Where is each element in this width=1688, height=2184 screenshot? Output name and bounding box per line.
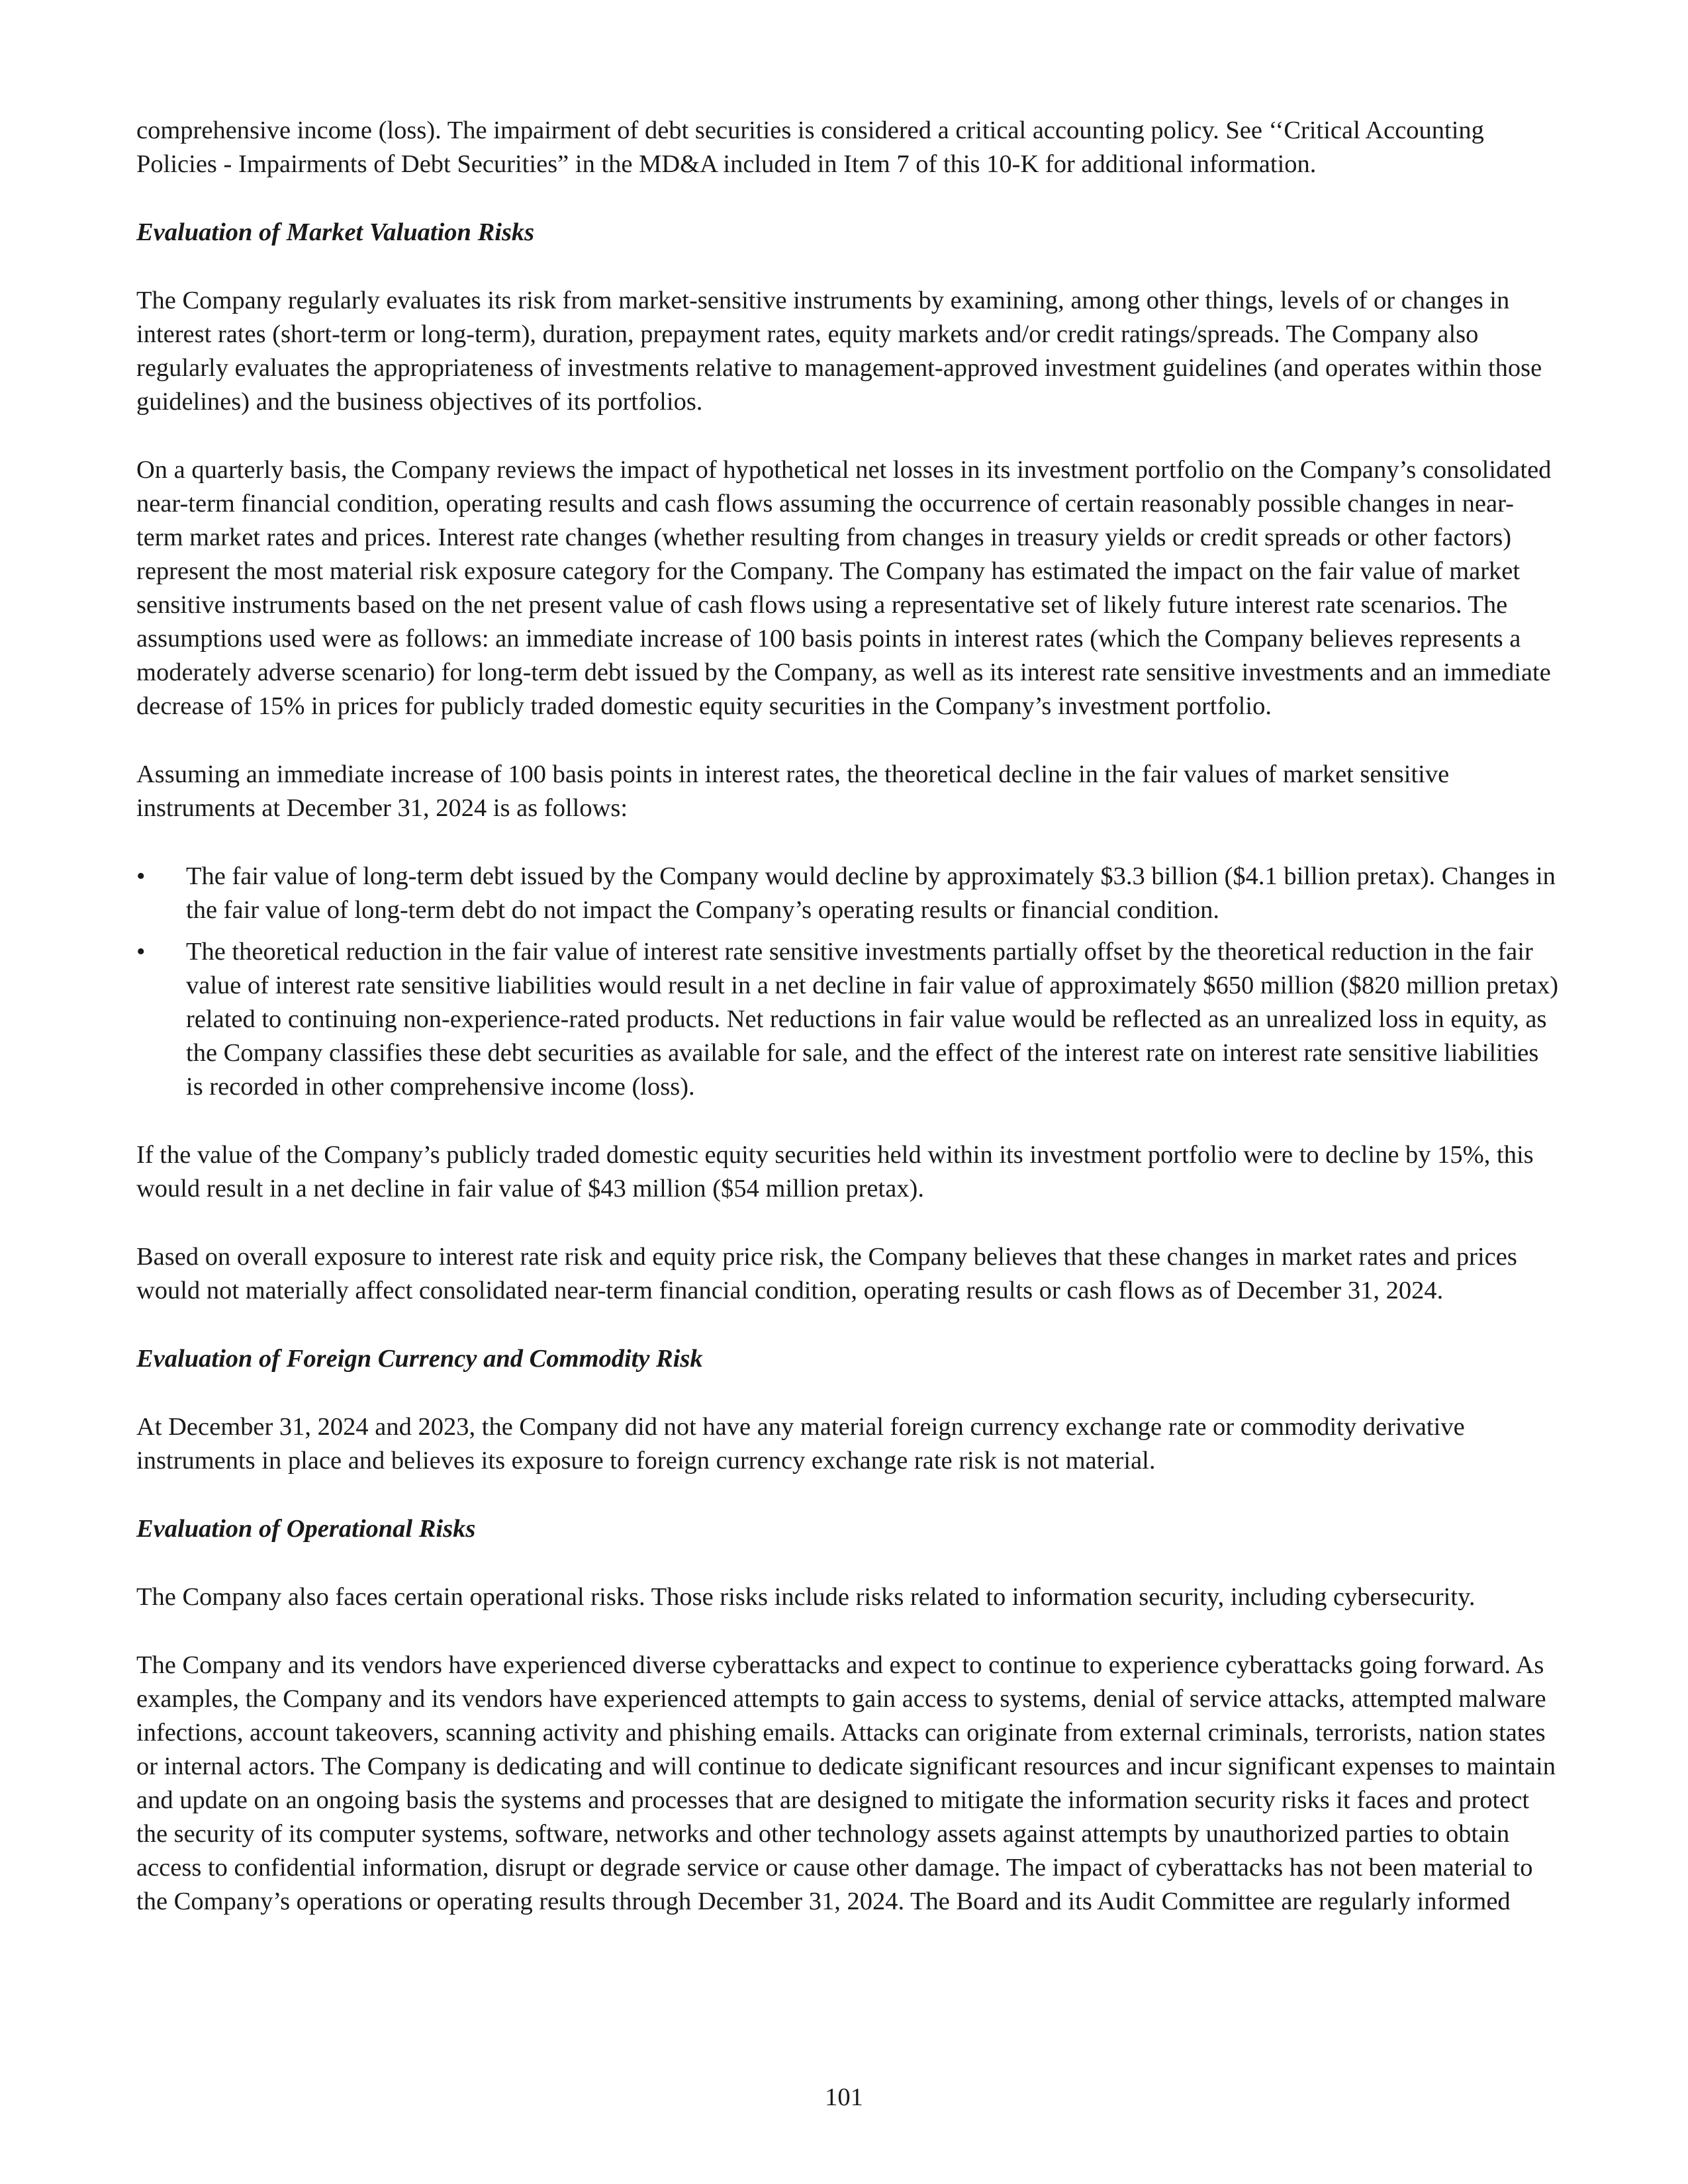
- list-item: [136, 935, 1560, 1104]
- bullet-text: The theoretical reduction in the fair value of interest rate sensitive investments partially offset by the theoretical reduction in the fair value of interest rate sensitive liabilities would result in a net decline in fair value of approximately $650 million ($820 million pretax) related to continuing non-experience-rated products. Net reductions in fair value would be reflected as an unrealized loss in equity, as the Company classifies these debt securities as available for sale, and the effect of the interest rate on interest rate sensitive liabilities is recorded in other comprehensive income (loss).: [186, 938, 1559, 1101]
- page-number: 101: [825, 2083, 863, 2111]
- foreign-paragraph-1: At December 31, 2024 and 2023, the Company did not have any material foreign currency exchange rate or commodity derivative instruments in place and believes its exposure to foreign currency exchange rate risk is not material.: [136, 1413, 1465, 1475]
- bullet-icon: •: [136, 862, 146, 890]
- document-page: [136, 114, 1560, 1953]
- market-paragraph-5: Based on overall exposure to interest rate risk and equity price risk, the Company believes that these changes in market rates and prices would not materially affect consolidated near-term financial condition, operating results or cash flows as of December 31, 2024.: [136, 1243, 1517, 1304]
- foreign-currency-heading: Evaluation of Foreign Currency and Commodity Risk: [136, 1345, 703, 1373]
- bullet-icon: •: [136, 938, 146, 966]
- bullet-text: The fair value of long-term debt issued by the Company would decline by approximately $3.3 billion ($4.1 billion pretax). Changes in the fair value of long-term debt do not impact the Company’s operating results or financial condition.: [186, 862, 1556, 924]
- market-paragraph-2: On a quarterly basis, the Company reviews the impact of hypothetical net losses in its investment portfolio on the Company’s consolidated near-term financial condition, operating results and cash flows assuming the occurrence of certain reasonably possible changes in near-term market rates and prices. Interest rate changes (whether resulting from changes in treasury yields or credit spreads or other factors) represent the most material risk exposure category for the Company. The Company has estimated the impact on the fair value of market sensitive instruments based on the net present value of cash flows using a representative set of likely future interest rate scenarios. The assumptions used were as follows: an immediate increase of 100 basis points in interest rates (which the Company believes represents a moderately adverse scenario) for long-term debt issued by the Company, as well as its interest rate sensitive investments and an immediate decrease of 15% in prices for publicly traded domestic equity securities in the Company’s investment portfolio.: [136, 456, 1552, 720]
- operational-risks-heading: Evaluation of Operational Risks: [136, 1515, 476, 1543]
- operational-paragraph-1: The Company also faces certain operational risks. Those risks include risks related to information security, including cybersecurity.: [136, 1583, 1476, 1611]
- list-item: [136, 860, 1560, 927]
- intro-paragraph: comprehensive income (loss). The impairment of debt securities is considered a critical accounting policy. See ‘‘Critical Accounting Policies - Impairments of Debt Securities” in the MD&A included in Item 7 of this 10-K for additional information.: [136, 116, 1484, 178]
- market-bullet-list: [136, 860, 1560, 1104]
- market-paragraph-1: The Company regularly evaluates its risk from market-sensitive instruments by examining, among other things, levels of or changes in interest rates (short-term or long-term), duration, prepayment rates, equity markets and/or credit ratings/spreads. The Company also regularly evaluates the appropriateness of investments relative to management-approved investment guidelines (and operates within those guidelines) and the business objectives of its portfolios.: [136, 287, 1542, 416]
- market-valuation-heading: Evaluation of Market Valuation Risks: [136, 218, 535, 246]
- market-paragraph-3: Assuming an immediate increase of 100 basis points in interest rates, the theoretical decline in the fair values of market sensitive instruments at December 31, 2024 is as follows:: [136, 760, 1450, 822]
- operational-paragraph-2: The Company and its vendors have experienced diverse cyberattacks and expect to continue to experience cyberattacks going forward. As examples, the Company and its vendors have experienced attempts to gain access to systems, denial of service attacks, attempted malware infections, account takeovers, scanning activity and phishing emails. Attacks can originate from external criminals, terrorists, nation states or internal actors. The Company is dedicating and will continue to dedicate significant resources and incur significant expenses to maintain and update on an ongoing basis the systems and processes that are designed to mitigate the information security risks it faces and protect the security of its computer systems, software, networks and other technology assets against attempts by unauthorized parties to obtain access to confidential information, disrupt or degrade service or cause other damage. The impact of cyberattacks has not been material to the Company’s operations or operating results through December 31, 2024. The Board and its Audit Committee are regularly informed: [136, 1651, 1556, 1915]
- market-paragraph-4: If the value of the Company’s publicly traded domestic equity securities held within its investment portfolio were to decline by 15%, this would result in a net decline in fair value of $43 million ($54 million pretax).: [136, 1141, 1534, 1203]
